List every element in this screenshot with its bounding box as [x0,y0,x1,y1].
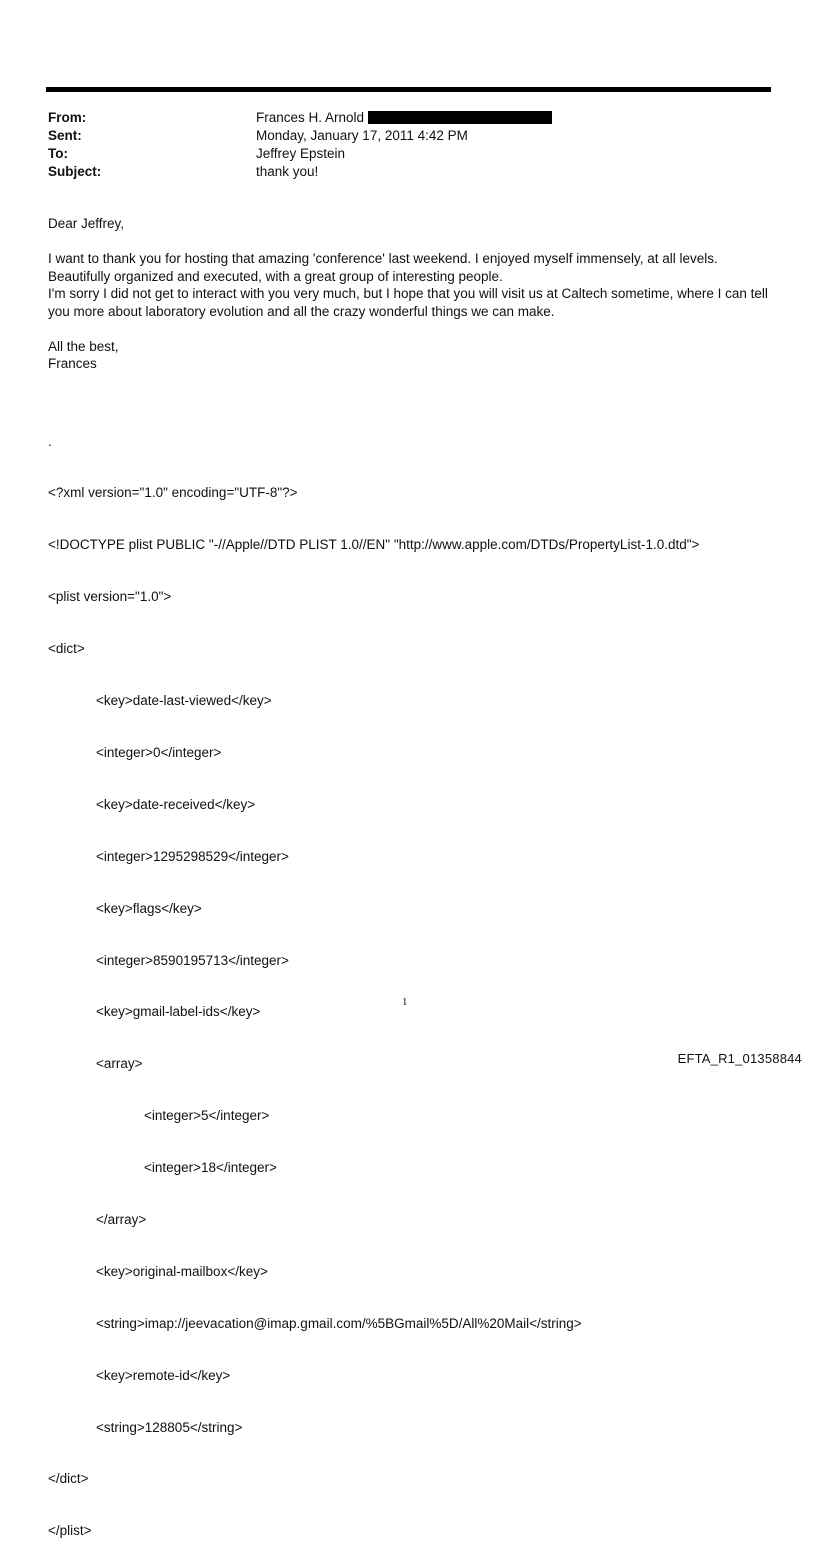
xml-line: <key>flags</key> [96,900,202,916]
xml-line: </dict> [48,1471,89,1487]
xml-line: <key>date-last-viewed</key> [96,693,272,709]
xml-line: <string>imap://jeevacation@imap.gmail.com/%5BGmail%5D/All%20Mail</string> [96,1315,582,1331]
xml-dot: . [48,433,52,449]
from-name: Frances H. Arnold [256,110,365,125]
email-body [48,215,778,373]
xml-line: <integer>5</integer> [144,1108,270,1124]
subject-value: thank you! [256,164,319,179]
subject-label: Subject: [48,164,102,179]
xml-line: <integer>18</integer> [144,1160,277,1176]
xml-line: </array> [96,1211,147,1227]
paragraph-1: I want to thank you for hosting that amazing 'conference' last weekend. I enjoyed myself immensely, at all levels. Beautifully organized and executed, with a great group of interesting people. [48,251,718,284]
subject-row [48,163,552,181]
to-value: Jeffrey Epstein [256,146,346,161]
to-label: To: [48,146,68,161]
xml-line: <?xml version="1.0" encoding="UTF-8"?> [48,485,298,501]
sent-label: Sent: [48,128,82,143]
xml-line: <integer>1295298529</integer> [96,848,289,864]
paragraph-2: I'm sorry I did not get to interact with you very much, but I hope that you will visit us at Caltech sometime, where I can tell you more about laboratory evolution and all the crazy wonderful things we can make. [48,286,768,319]
from-value [256,109,552,127]
xml-line: <plist version="1.0"> [48,589,172,605]
to-row [48,145,552,163]
bates-stamp: EFTA_R1_01358844 [677,1051,802,1066]
sent-value: Monday, January 17, 2011 4:42 PM [256,128,468,143]
xml-line: <integer>0</integer> [96,744,222,760]
sent-row [48,127,552,145]
from-label: From: [48,110,87,125]
header-rule [46,87,771,92]
email-header [48,109,552,181]
page-number: 1 [402,996,408,1008]
signoff: All the best, [48,338,119,354]
xml-line: <key>gmail-label-ids</key> [96,1004,261,1020]
xml-line: <key>remote-id</key> [96,1367,231,1383]
xml-line: <string>128805</string> [96,1419,243,1435]
xml-line: <dict> [48,641,85,657]
xml-line: </plist> [48,1523,92,1539]
from-row [48,109,552,127]
signature: Frances [48,356,97,371]
redaction-box [368,111,552,124]
greeting: Dear Jeffrey, [48,216,125,231]
xml-line: <key>original-mailbox</key> [96,1263,268,1279]
xml-line: <array> [96,1056,143,1072]
xml-line: <!DOCTYPE plist PUBLIC "-//Apple//DTD PLIST 1.0//EN" "http://www.apple.com/DTDs/PropertyList-1.0.dtd"> [48,537,700,553]
plist-xml-block [48,398,699,1557]
xml-line: <integer>8590195713</integer> [96,952,289,968]
xml-line: <key>date-received</key> [96,796,256,812]
